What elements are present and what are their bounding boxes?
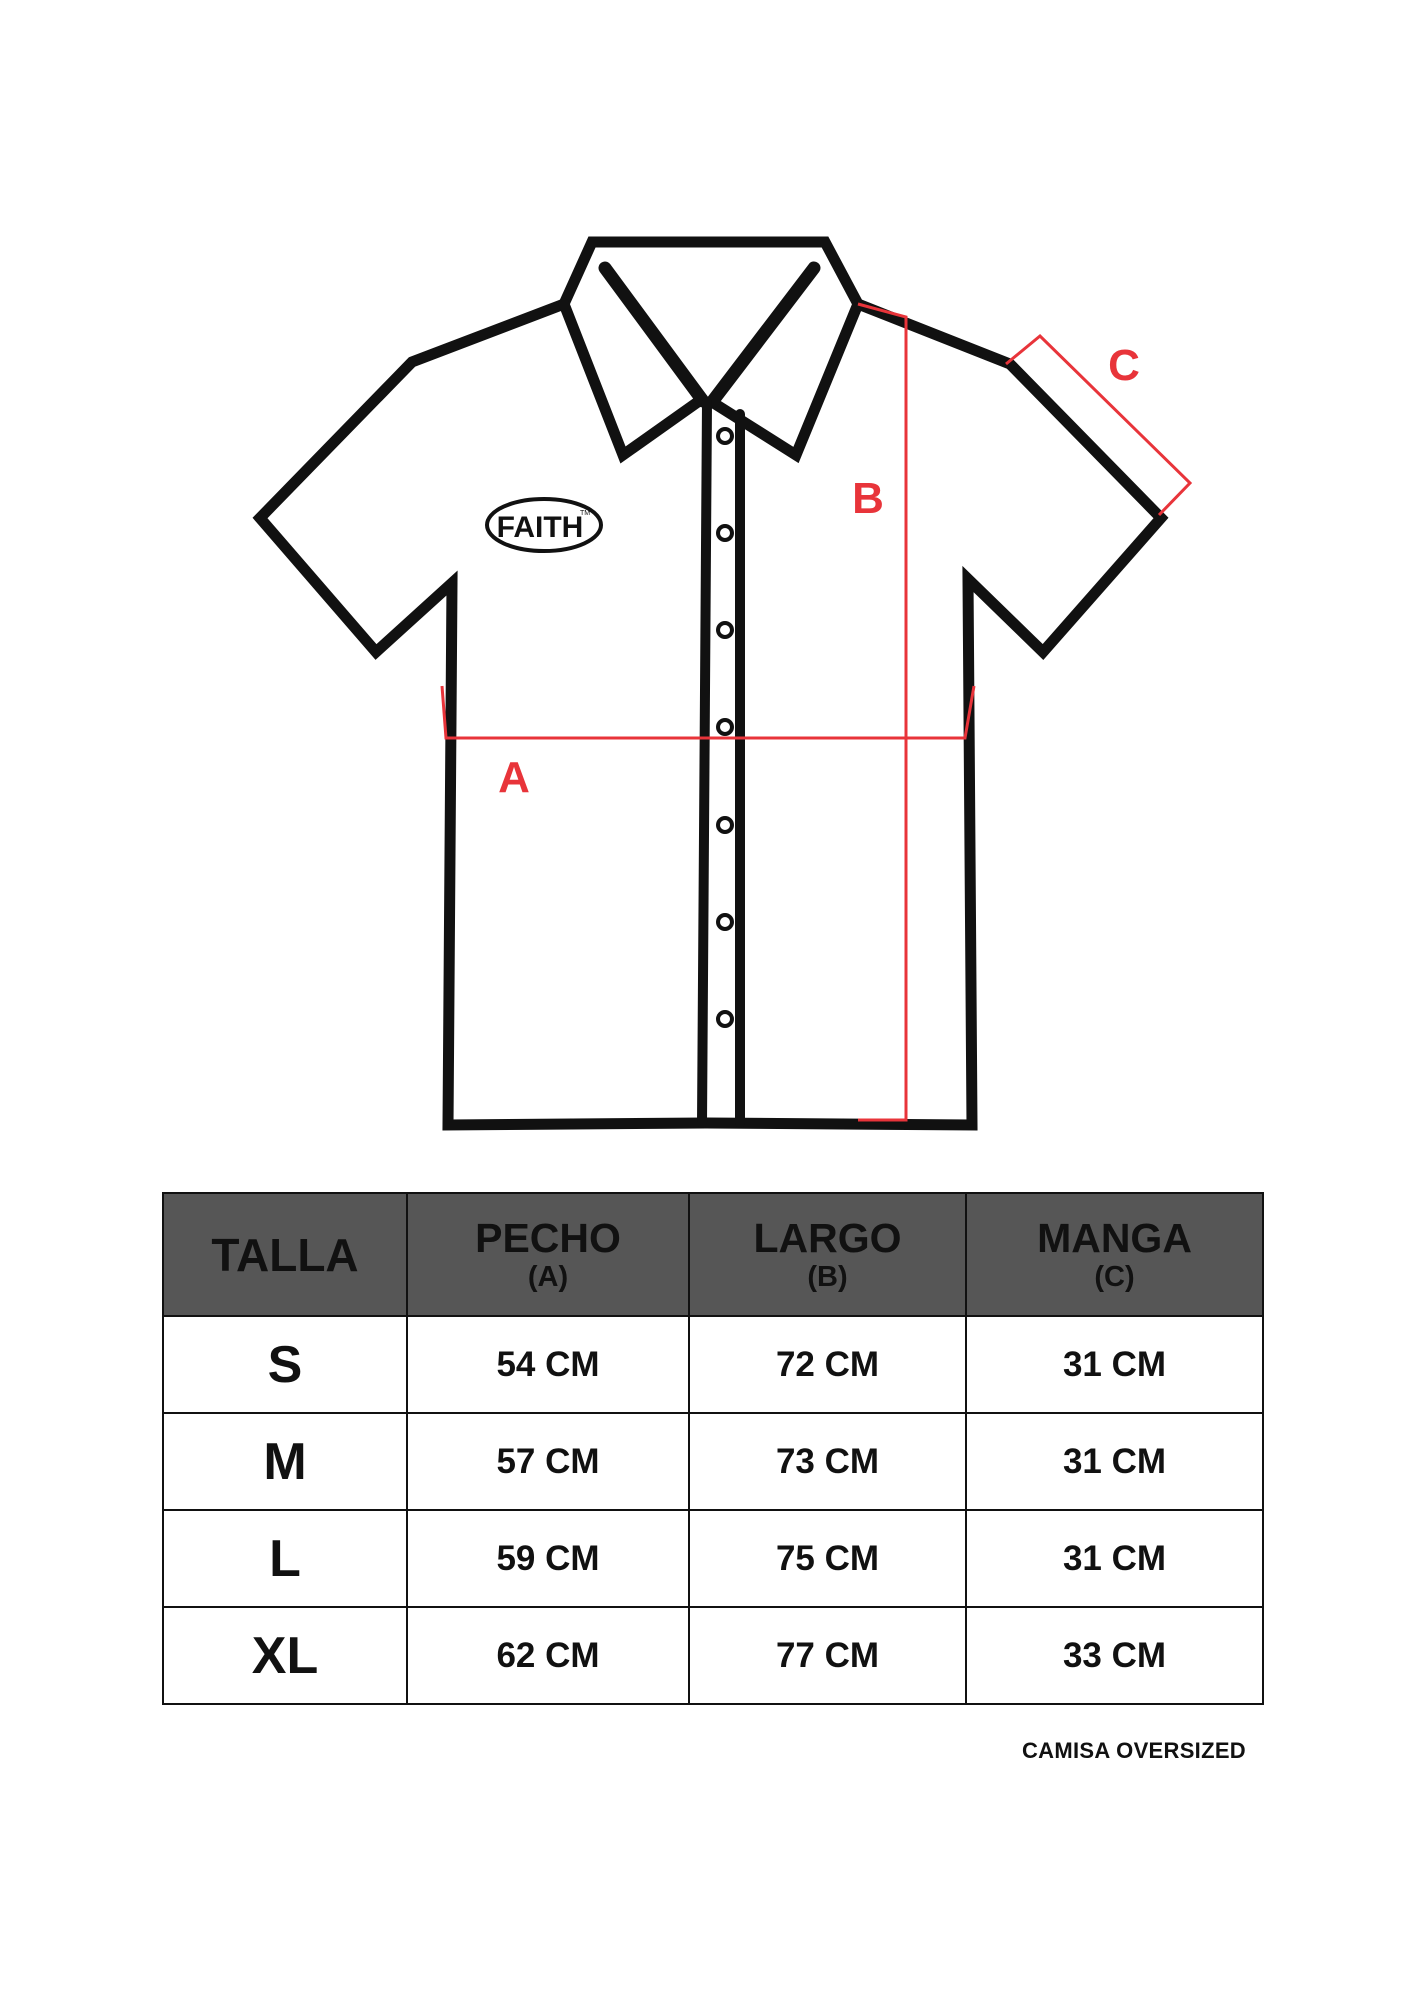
shirt-outline <box>260 242 1161 1125</box>
label-c: C <box>1108 341 1140 390</box>
largo-cell: 72 CM <box>689 1316 966 1413</box>
label-a: A <box>498 753 530 802</box>
button <box>718 720 732 734</box>
header-largo <box>689 1193 966 1316</box>
size-cell: M <box>163 1413 407 1510</box>
manga-cell: 33 CM <box>966 1607 1263 1704</box>
table-row <box>163 1413 1263 1510</box>
header-largo-sub: (B) <box>807 1260 848 1293</box>
measure-line-b <box>858 304 906 1120</box>
size-table-header <box>163 1193 1263 1316</box>
button <box>718 526 732 540</box>
product-caption: CAMISA OVERSIZED <box>1021 1738 1246 1763</box>
header-pecho-sub: (A) <box>527 1260 569 1293</box>
placket-left-edge <box>702 402 707 1123</box>
button <box>718 623 732 637</box>
header-pecho-label: PECHO <box>475 1214 621 1261</box>
table-row <box>163 1607 1263 1704</box>
label-b: B <box>852 474 884 523</box>
measure-line-c <box>1006 336 1190 515</box>
pecho-cell: 62 CM <box>407 1607 689 1704</box>
collar-fold-left <box>605 268 703 401</box>
button <box>718 429 732 443</box>
table-row <box>163 1316 1263 1413</box>
size-cell: S <box>163 1316 407 1413</box>
button <box>718 818 732 832</box>
header-pecho <box>407 1193 689 1316</box>
size-cell: L <box>163 1510 407 1607</box>
header-talla <box>163 1193 407 1316</box>
pecho-cell: 57 CM <box>407 1413 689 1510</box>
manga-cell: 31 CM <box>966 1510 1263 1607</box>
header-talla-label: TALLA <box>211 1228 359 1281</box>
pecho-cell: 59 CM <box>407 1510 689 1607</box>
collar-fold-right <box>712 268 814 402</box>
largo-cell: 77 CM <box>689 1607 966 1704</box>
size-table-body <box>163 1316 1263 1704</box>
button <box>718 1012 732 1026</box>
faith-logo <box>487 499 601 551</box>
header-row <box>163 1193 1263 1316</box>
logo-text: FAITH <box>496 511 584 544</box>
size-cell: XL <box>163 1607 407 1704</box>
shirt-buttons <box>718 429 732 1026</box>
pecho-cell: 54 CM <box>407 1316 689 1413</box>
header-manga-sub: (C) <box>1094 1260 1135 1293</box>
size-chart-table <box>162 1192 1264 1705</box>
table-row <box>163 1510 1263 1607</box>
manga-cell: 31 CM <box>966 1316 1263 1413</box>
largo-cell: 75 CM <box>689 1510 966 1607</box>
largo-cell: 73 CM <box>689 1413 966 1510</box>
logo-trademark: TM <box>579 510 591 517</box>
header-largo-label: LARGO <box>753 1214 902 1261</box>
header-manga <box>966 1193 1263 1316</box>
header-manga-label: MANGA <box>1037 1214 1192 1261</box>
manga-cell: 31 CM <box>966 1413 1263 1510</box>
button <box>718 915 732 929</box>
